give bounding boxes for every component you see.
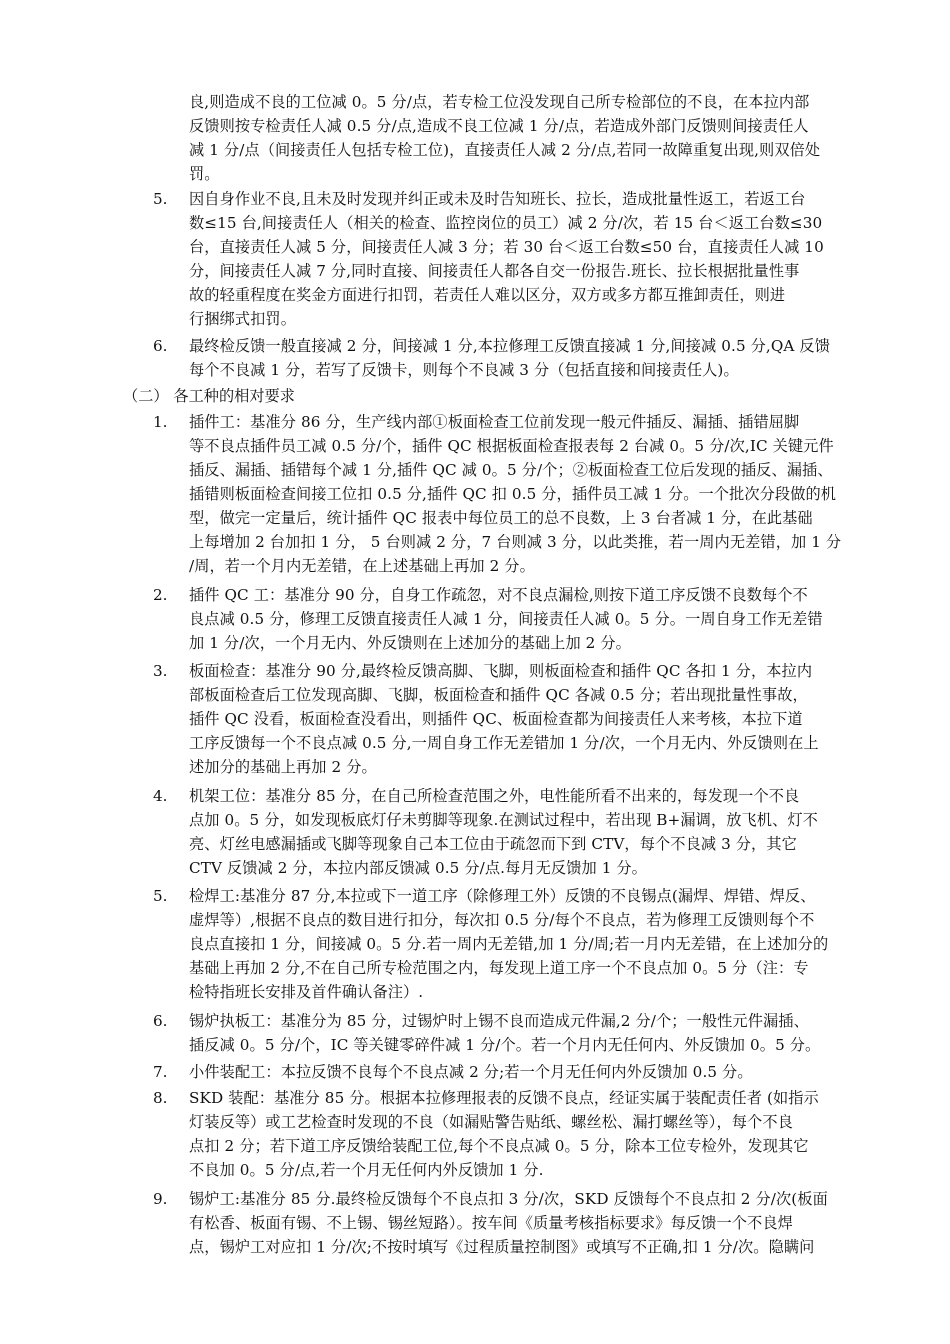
text-line: 最终检反馈一般直接减 2 分，间接减 1 分,本拉修理工反馈直接减 1 分,间接减 0.5 分,QA 反馈 xyxy=(189,337,830,355)
text-line: 点，锡炉工对应扣 1 分/次;不按时填写《过程质量控制图》或填写不正确,扣 1 分/次。隐瞒问 xyxy=(189,1238,815,1256)
text-line: 有松香、板面有锡、不上锡、锡丝短路）。按车间《质量考核指标要求》每反馈一个不良焊 xyxy=(189,1214,793,1232)
text-line: 插件 QC 工：基准分 90 分，自身工作疏忽，对不良点漏检,则按下道工序反馈不良数每个不 xyxy=(189,586,808,604)
text-line: 检焊工:基准分 87 分,本拉或下一道工序（除修理工外）反馈的不良锡点(漏焊、焊错、焊反、 xyxy=(189,887,816,905)
text-line: 插反、漏插、插错每个减 1 分,插件 QC 减 0。5 分/个；②板面检查工位后发现的插反、漏插、 xyxy=(189,461,833,479)
text-line: 插件工：基准分 86 分，生产线内部①板面检查工位前发现一般元件插反、漏插、插错屈脚 xyxy=(189,413,800,431)
text-line: 故的轻重程度在奖金方面进行扣罚，若责任人难以区分，双方或多方都互推卸责任，则进 xyxy=(189,286,786,304)
text-line: /周，若一个月内无差错，在上述基础上再加 2 分。 xyxy=(189,557,535,575)
text-line: 灯装反等）或工艺检查时发现的不良（如漏贴警告贴纸、螺丝松、漏打螺丝等），每个不良 xyxy=(189,1113,793,1131)
text-line: 检特指班长安排及首件确认备注）. xyxy=(189,983,424,1001)
text-line: 板面检查：基准分 90 分,最终检反馈高脚、飞脚，则板面检查和插件 QC 各扣 1 分，本拉内 xyxy=(189,662,813,680)
text-line: 机架工位：基准分 85 分，在自己所检查范围之外，电性能所看不出来的，每发现一个不良 xyxy=(189,787,800,805)
list-item-number: 7. xyxy=(153,1063,168,1081)
text-line: CTV 反馈减 2 分，本拉内部反馈减 0.5 分/点.每月无反馈加 1 分。 xyxy=(189,859,647,877)
text-line: 工序反馈每一个不良点减 0.5 分,一周自身工作无差错加 1 分/次，一个月无内、外反馈则在上 xyxy=(189,734,819,752)
text-line: 插错则板面检查间接工位扣 0.5 分,插件 QC 扣 0.5 分，插件员工减 1 分。一个批次分段做的机 xyxy=(189,485,837,503)
text-line: 加 1 分/次，一个月无内、外反馈则在上述加分的基础上加 2 分。 xyxy=(189,634,631,652)
list-item-number: 2. xyxy=(153,586,168,604)
list-item-number: 6. xyxy=(153,1012,168,1030)
list-item-number: 8. xyxy=(153,1089,168,1107)
text-line: 等不良点插件员工减 0.5 分/个，插件 QC 根据板面检查报表每 2 台减 0。5 分/次,IC 关键元件 xyxy=(189,437,834,455)
text-line: 每个不良减 1 分，若写了反馈卡，则每个不良减 3 分（包括直接和间接责任人)。 xyxy=(189,361,739,379)
text-line: 小件装配工：本拉反馈不良每个不良点减 2 分;若一个月无任何内外反馈加 0.5 分。 xyxy=(189,1063,753,1081)
section-heading: （二） 各工种的相对要求 xyxy=(123,387,295,405)
text-line: 虚焊等）,根据不良点的数目进行扣分，每次扣 0.5 分/每个不良点，若为修理工反馈则每个不 xyxy=(189,911,815,929)
text-line: 亮、灯丝电感漏插或飞脚等现象自己本工位由于疏忽而下到 CTV，每个不良减 3 分，其它 xyxy=(189,835,797,853)
text-line: 良,则造成不良的工位减 0。5 分/点，若专检工位没发现自己所专检部位的不良，在本拉内部 xyxy=(189,93,810,111)
list-item-number: 1. xyxy=(153,413,168,431)
list-item-number: 3. xyxy=(153,662,168,680)
text-line: 数≤15 台,间接责任人（相关的检查、监控岗位的员工）减 2 分/次，若 15 台＜返工台数≤30 xyxy=(189,214,823,232)
text-line: 部板面检查后工位发现高脚、飞脚，板面检查和插件 QC 各减 0.5 分；若出现批量性事故， xyxy=(189,686,808,704)
text-line: 因自身作业不良,且未及时发现并纠正或未及时告知班长、拉长，造成批量性返工，若返工台 xyxy=(189,190,806,208)
text-line: 插件 QC 没看，板面检查没看出，则插件 QC、板面检查都为间接责任人来考核，本拉下道 xyxy=(189,710,803,728)
list-item-number: 9. xyxy=(153,1190,168,1208)
text-line: SKD 装配：基准分 85 分。根据本拉修理报表的反馈不良点，经证实属于装配责任者 (如指示 xyxy=(189,1089,819,1107)
text-line: 点加 0。5 分，如发现板底灯仔未剪脚等现象.在测试过程中，若出现 B+漏调，放飞机、灯不 xyxy=(189,811,818,829)
text-line: 罚。 xyxy=(189,165,220,183)
text-line: 反馈则按专检责任人减 0.5 分/点,造成不良工位减 1 分/点，若造成外部门反馈则间接责任人 xyxy=(189,117,809,135)
text-line: 点扣 2 分；若下道工序反馈给装配工位,每个不良点减 0。5 分，除本工位专检外，发现其它 xyxy=(189,1137,809,1155)
text-line: 良点直接扣 1 分，间接减 0。5 分.若一周内无差错,加 1 分/周;若一月内无差错，在上述加分的 xyxy=(189,935,829,953)
list-item-number: 5. xyxy=(153,887,168,905)
text-line: 述加分的基础上再加 2 分。 xyxy=(189,758,377,776)
text-line: 锡炉工:基准分 85 分.最终检反馈每个不良点扣 3 分/次，SKD 反馈每个不良点扣 2 分/次(板面 xyxy=(189,1190,828,1208)
text-line: 台，直接责任人减 5 分，间接责任人减 3 分；若 30 台＜返工台数≤50 台，直接责任人减 10 xyxy=(189,238,824,256)
text-line: 减 1 分/点（间接责任人包括专检工位)，直接责任人减 2 分/点,若同一故障重复出现,则双倍处 xyxy=(189,141,821,159)
text-line: 上每增加 2 台加扣 1 分， 5 台则减 2 分，7 台则减 3 分，以此类推，若一周内无差错，加 1 分 xyxy=(189,533,842,551)
list-item-number: 5. xyxy=(153,190,168,208)
text-line: 基础上再加 2 分,不在自己所专检范围之内，每发现上道工序一个不良点加 0。5 分（注：专 xyxy=(189,959,809,977)
text-line: 分，间接责任人减 7 分,同时直接、间接责任人都各自交一份报告.班长、拉长根据批量性事 xyxy=(189,262,800,280)
text-line: 型，做完一定量后，统计插件 QC 报表中每位员工的总不良数，上 3 台者减 1 分，在此基础 xyxy=(189,509,813,527)
list-item-number: 4. xyxy=(153,787,168,805)
list-item-number: 6. xyxy=(153,337,168,355)
text-line: 插反减 0。5 分/个，IC 等关键零碎件减 1 分/个。若一个月内无任何内、外反馈加 0。5 分。 xyxy=(189,1036,821,1054)
text-line: 锡炉执板工：基准分为 85 分，过锡炉时上锡不良而造成元件漏,2 分/个；一般性元件漏插、 xyxy=(189,1012,809,1030)
text-line: 良点减 0.5 分，修理工反馈直接责任人减 1 分，间接责任人减 0。5 分。一周自身工作无差错 xyxy=(189,610,823,628)
text-line: 行捆绑式扣罚。 xyxy=(189,310,297,328)
text-line: 不良加 0。5 分/点,若一个月无任何内外反馈加 1 分. xyxy=(189,1161,544,1179)
